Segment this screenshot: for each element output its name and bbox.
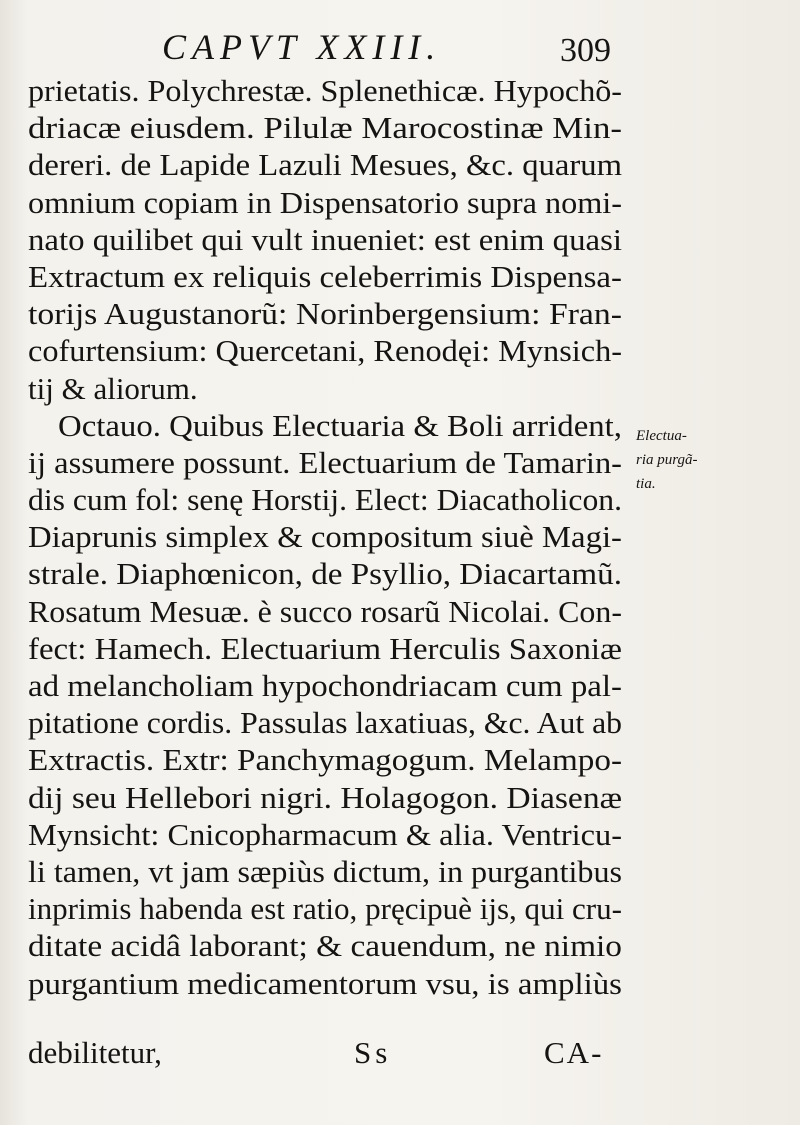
text-line: omnium copiam in Dispensatorio supra nomi- [28, 184, 623, 220]
text-line: dereri. de Lapide Lazuli Mesues, &c. quarum [28, 147, 622, 183]
text-line: torijs Augustanorũ: Norinbergensium: Fran- [28, 296, 622, 332]
text-line: strale. Diaphœnicon, de Psyllio, Diacartamũ. [28, 556, 623, 592]
page-footer [0, 1035, 800, 1079]
marginal-note [636, 424, 746, 496]
text-line: nato quilibet qui vult inueniet: est enim quasi [28, 221, 623, 257]
signature-mark: Ss [354, 1035, 392, 1070]
page-header [0, 18, 800, 68]
text-line: li tamen, vt jam sæpiùs dictum, in purgantibus [28, 853, 623, 889]
text-line: Extractum ex reliquis celeberrimis Dispensa- [28, 258, 622, 294]
text-line: Octauo. Quibus Electuaria & Boli arrident, [58, 407, 622, 443]
text-line: fect: Hamech. Electuarium Herculis Saxoniæ [28, 630, 622, 666]
page-number: 309 [560, 32, 611, 69]
running-head: CAPVT XXIII. [162, 27, 442, 67]
marginal-note-line: Electua- [636, 428, 687, 444]
text-line: Diaprunis simplex & compositum siuè Magi- [28, 519, 622, 555]
last-text-line: debilitetur, [28, 1035, 162, 1070]
text-line: purgantium medicamentorum vsu, is ampliùs [28, 965, 622, 1001]
text-line: Extractis. Extr: Panchymagogum. Melampo- [28, 742, 623, 778]
marginal-note-line: ria purgã- [636, 452, 698, 468]
text-line: Mynsicht: Cnicopharmacum & alia. Ventricu- [28, 816, 623, 852]
text-line: inprimis habenda est ratio, pręcipuè ijs, qui cru- [28, 891, 622, 927]
text-line: ad melancholiam hypochondriacam cum pal- [28, 668, 622, 703]
text-line: driacæ eiusdem. Pilulæ Marocostinæ Min- [28, 110, 623, 146]
text-line: ij assumere possunt. Electuarium de Tamarin- [28, 444, 622, 480]
text-line: prietatis. Polychrestæ. Splenethicæ. Hypochõ- [28, 73, 623, 108]
body-text [28, 72, 628, 1002]
catchword: CA- [544, 1035, 604, 1070]
text-line: dis cum fol: senę Horstij. Elect: Diacatholicon. [28, 482, 623, 518]
text-line: Rosatum Mesuæ. è succo rosarũ Nicolai. Con- [28, 593, 622, 629]
text-line: tij & aliorum. [28, 370, 198, 406]
text-line: ditate acidâ laborant; & cauendum, ne nimio [28, 928, 622, 964]
marginal-note-line: tia. [636, 476, 656, 492]
text-line: cofurtensium: Quercetani, Renodęi: Mynsich- [28, 333, 623, 369]
text-line: pitatione cordis. Passulas laxatiuas, &c. Aut ab [28, 705, 622, 741]
text-line: dij seu Hellebori nigri. Holagogon. Diasenæ [28, 779, 623, 815]
